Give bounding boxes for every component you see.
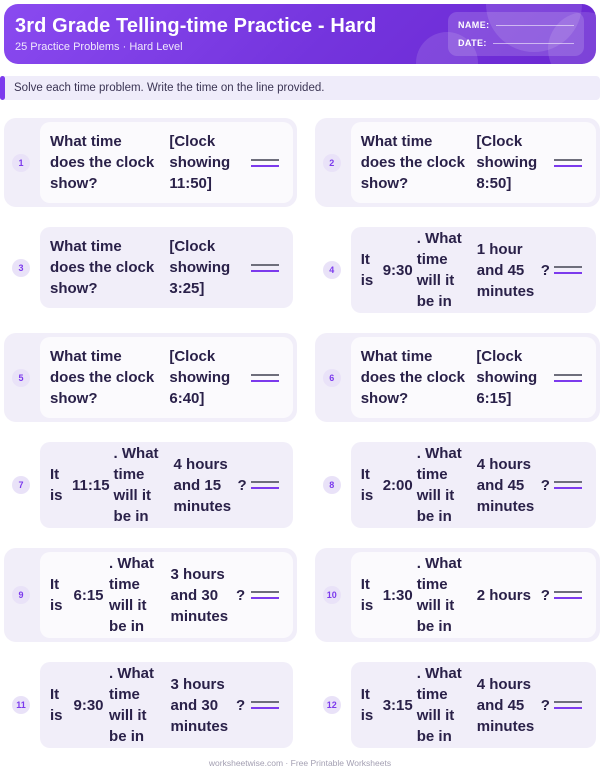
question-box [351, 227, 596, 313]
question-box [40, 552, 293, 638]
question-box [40, 337, 293, 418]
problem-number-badge: 1 [12, 154, 30, 172]
question-segment-itis: It is [50, 576, 63, 614]
footer-text: worksheetwise.com · Free Printable Worksheets [208, 758, 392, 768]
problem-number-badge: 8 [323, 476, 341, 494]
question-segment-itis: It is [360, 466, 374, 504]
question-segment-dur: 4 hours and 15 minutes [173, 455, 232, 515]
problem-card [4, 658, 297, 752]
answer-line [554, 591, 582, 599]
question-segment-mid: . What time will it be in [109, 665, 155, 745]
answer-line [554, 481, 582, 489]
question-segment-qmain: What time does the clock show? [360, 133, 465, 192]
question-segment-time: 3:15 [382, 696, 413, 714]
problem-number-badge: 9 [12, 586, 30, 604]
question-box [351, 122, 596, 203]
question-box [40, 442, 293, 528]
page-title: 3rd Grade Telling-time Practice - Hard [15, 15, 377, 37]
instruction-accent-bar [0, 76, 5, 100]
question-segment-qmain: What time does the clock show? [360, 348, 465, 407]
problem-card [315, 223, 600, 317]
question-segment-time: 11:15 [72, 476, 110, 494]
instruction-bar [0, 76, 600, 100]
problem-card [4, 548, 297, 642]
problem-number-badge: 7 [12, 476, 30, 494]
answer-line [554, 701, 582, 709]
question-segment-dur: 3 hours and 30 minutes [170, 675, 229, 735]
date-label: DATE: [458, 38, 487, 48]
question-segment-itis: It is [360, 686, 374, 724]
answer-line [251, 264, 279, 272]
question-box [351, 662, 596, 748]
page-subtitle: 25 Practice Problems · Hard Level [15, 41, 183, 53]
problem-card [4, 438, 297, 532]
problem-card [4, 223, 297, 312]
date-blank-line [493, 42, 574, 44]
question-segment-time: 1:30 [382, 586, 413, 604]
question-segment-qmain: What time does the clock show? [50, 348, 155, 407]
question-segment-clock: [Clock showing 8:50] [476, 133, 538, 192]
question-segment-time: 9:30 [73, 696, 104, 714]
question-segment-dur: 4 hours and 45 minutes [476, 675, 535, 735]
question-box [40, 227, 293, 308]
question-segment-mid: . What time will it be in [416, 665, 462, 745]
question-segment-dur: 1 hour and 45 minutes [476, 240, 535, 300]
answer-line [251, 159, 279, 167]
question-segment-qm: ? [540, 586, 550, 604]
question-segment-qmain: What time does the clock show? [50, 238, 155, 297]
problem-card [315, 438, 600, 532]
answer-line [251, 481, 279, 489]
answer-line [251, 374, 279, 382]
question-segment-time: 2:00 [382, 476, 413, 494]
question-segment-itis: It is [360, 251, 374, 289]
answer-line [251, 591, 279, 599]
question-segment-qm: ? [540, 696, 550, 714]
question-segment-time: 6:15 [73, 586, 104, 604]
question-segment-mid: . What time will it be in [416, 555, 462, 635]
problem-number-badge: 12 [323, 696, 341, 714]
problem-card [315, 118, 600, 207]
problem-card [315, 548, 600, 642]
question-segment-qmain: What time does the clock show? [50, 133, 155, 192]
question-box [351, 442, 596, 528]
problem-card [315, 333, 600, 422]
problem-card [315, 658, 600, 752]
problem-number-badge: 11 [12, 696, 30, 714]
instruction-text: Solve each time problem. Write the time on the line provided. [14, 82, 325, 94]
question-segment-qm: ? [540, 476, 550, 494]
answer-line [554, 159, 582, 167]
question-segment-mid: . What time will it be in [113, 445, 159, 525]
problem-card [4, 118, 297, 207]
worksheet-header [4, 4, 596, 64]
question-segment-clock: [Clock showing 6:15] [476, 348, 538, 407]
question-segment-itis: It is [360, 576, 374, 614]
problem-number-badge: 2 [323, 154, 341, 172]
problems-grid [0, 100, 600, 752]
question-segment-itis: It is [50, 466, 63, 504]
question-segment-qm: ? [237, 476, 247, 494]
name-row [458, 20, 574, 30]
problem-number-badge: 6 [323, 369, 341, 387]
problem-number-badge: 4 [323, 261, 341, 279]
question-segment-dur: 4 hours and 45 minutes [476, 455, 535, 515]
question-box [40, 662, 293, 748]
answer-line [251, 701, 279, 709]
question-segment-mid: . What time will it be in [109, 555, 155, 635]
question-box [351, 552, 596, 638]
date-row [458, 38, 574, 48]
question-segment-mid: . What time will it be in [416, 445, 462, 525]
question-box [351, 337, 596, 418]
question-segment-dur: 3 hours and 30 minutes [170, 565, 229, 625]
answer-line [554, 266, 582, 274]
problem-number-badge: 3 [12, 259, 30, 277]
problem-card [4, 333, 297, 422]
answer-line [554, 374, 582, 382]
name-blank-line [496, 24, 575, 26]
question-segment-time: 9:30 [382, 261, 413, 279]
question-segment-qm: ? [236, 696, 246, 714]
question-segment-mid: . What time will it be in [416, 230, 462, 310]
question-segment-clock: [Clock showing 6:40] [169, 348, 231, 407]
question-segment-dur: 2 hours [476, 586, 531, 604]
question-segment-qm: ? [236, 586, 246, 604]
question-box [40, 122, 293, 203]
problem-number-badge: 10 [323, 586, 341, 604]
question-segment-clock: [Clock showing 11:50] [169, 133, 231, 192]
header-text-block [15, 15, 376, 53]
problem-number-badge: 5 [12, 369, 30, 387]
name-date-box [448, 12, 584, 56]
question-segment-clock: [Clock showing 3:25] [169, 238, 231, 297]
question-segment-qm: ? [540, 261, 550, 279]
worksheet-page [0, 4, 600, 780]
name-label: NAME: [458, 20, 490, 30]
question-segment-itis: It is [50, 686, 63, 724]
